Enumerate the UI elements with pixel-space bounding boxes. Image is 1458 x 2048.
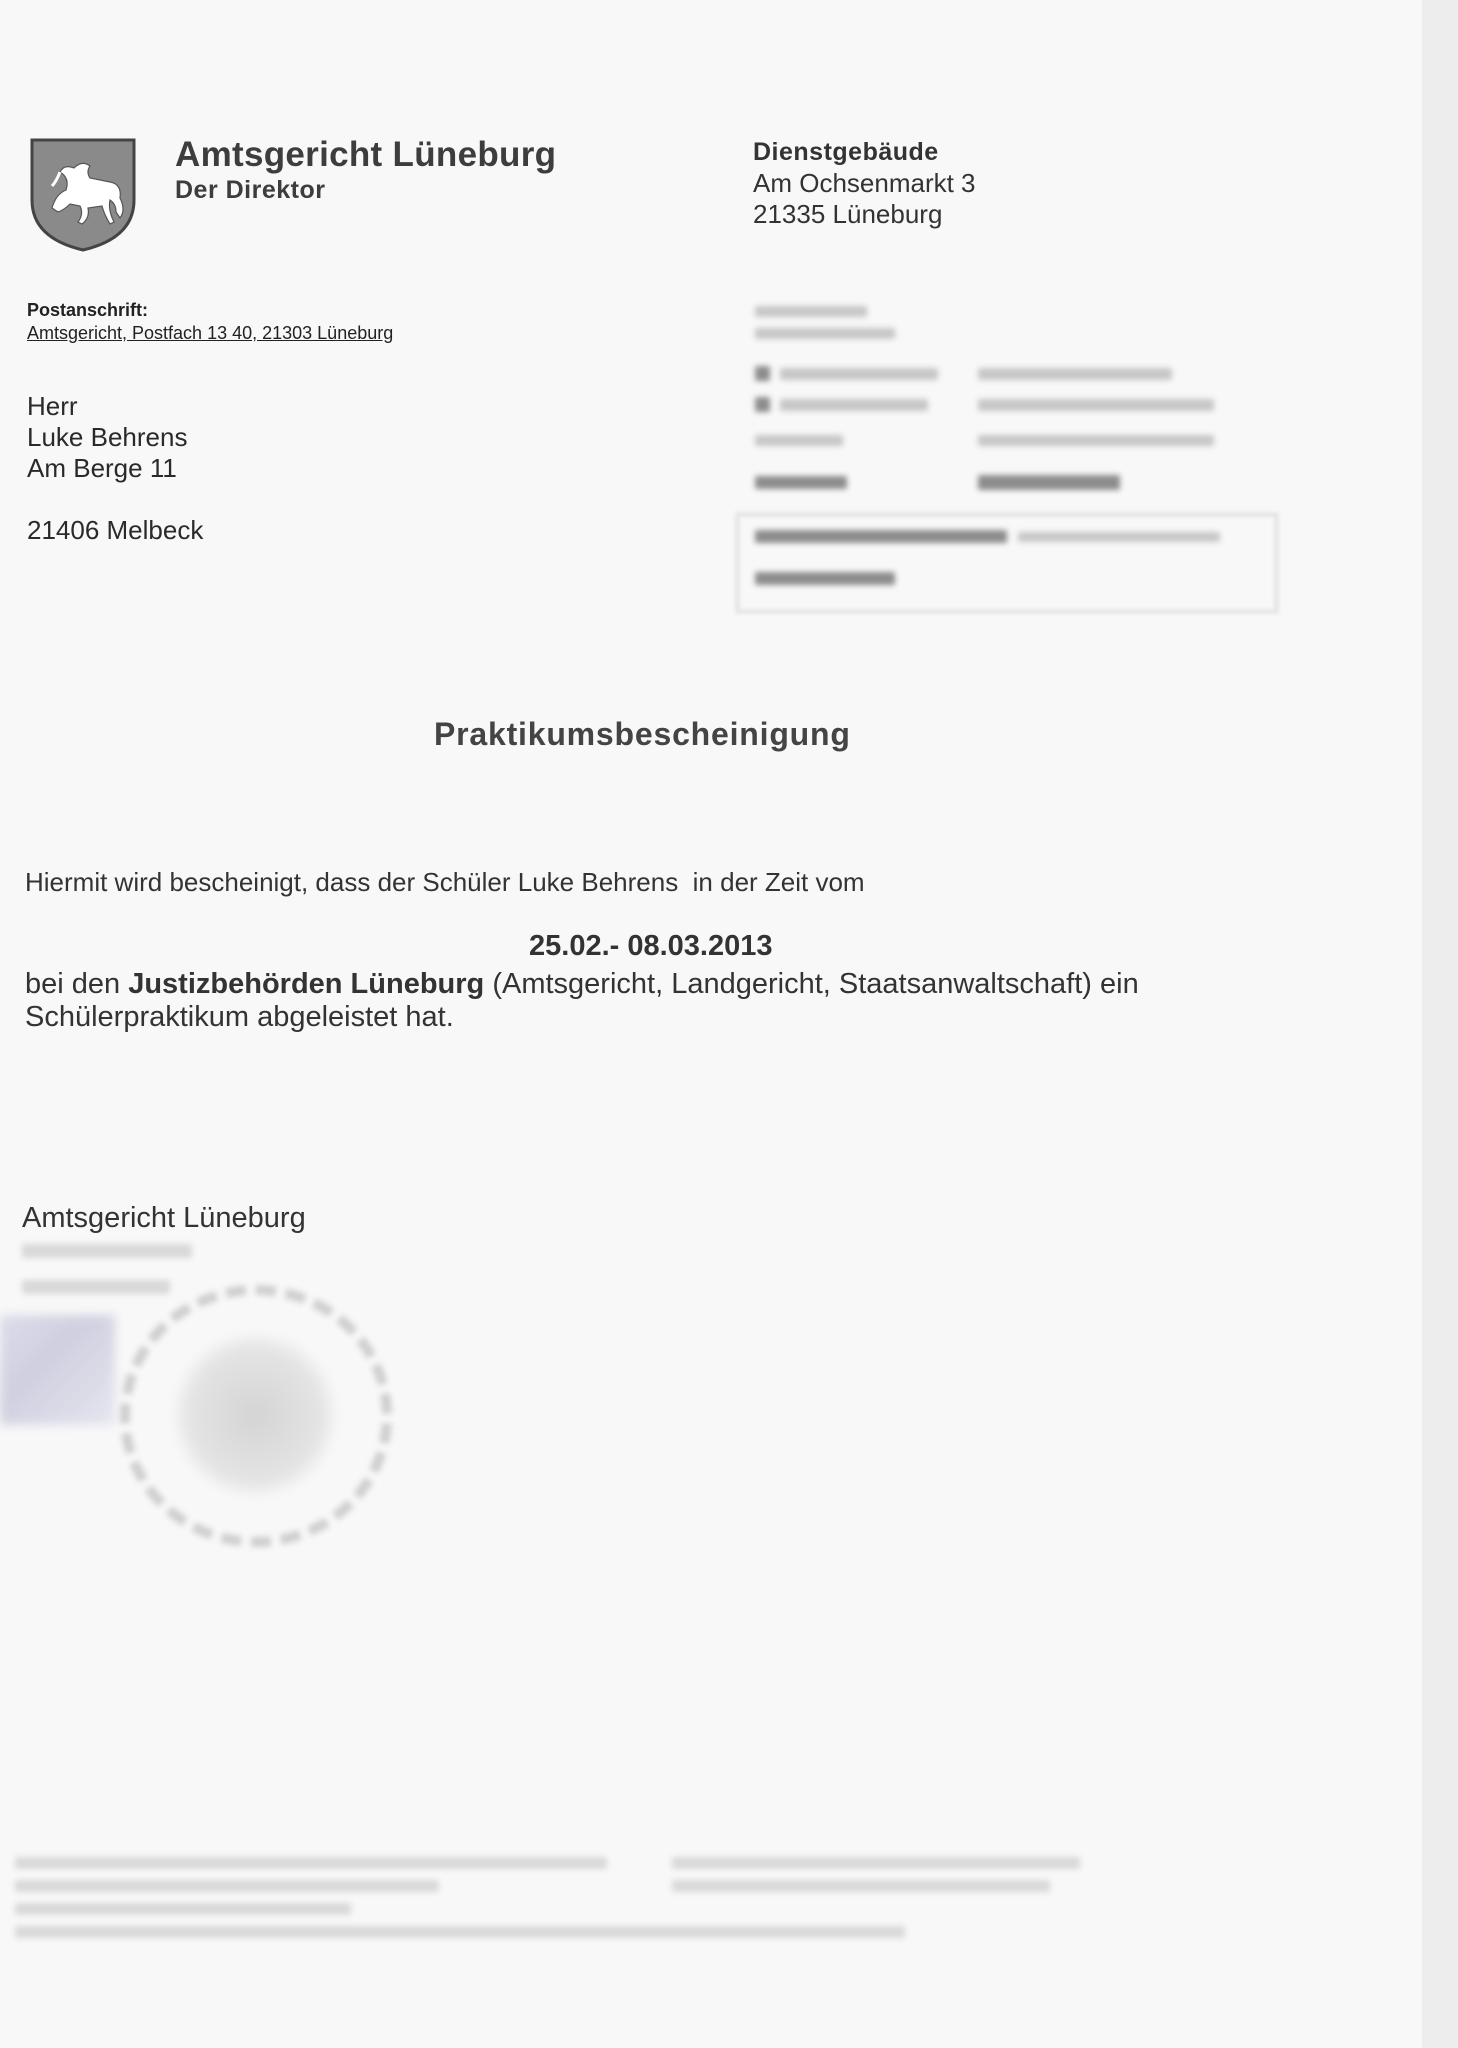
redacted-footer-line (15, 1926, 905, 1938)
redacted-footer-line (15, 1903, 351, 1915)
redacted-date-value (978, 475, 1120, 490)
redacted-footer-line (15, 1880, 439, 1892)
certificate-closing-line: Schülerpraktikum abgeleistet hat. (25, 1001, 454, 1033)
redacted-footer-line (672, 1880, 1050, 1892)
redacted-reference-line (1018, 532, 1220, 542)
institution-name: Justizbehörden Lüneburg (128, 968, 485, 1000)
redacted-reference-line (755, 530, 1007, 543)
postal-address: Amtsgericht, Postfach 13 40, 21303 Lüneburg (27, 323, 394, 343)
redacted-phone-icon (755, 366, 770, 381)
scan-edge (1422, 0, 1458, 2048)
redacted-contact-line (978, 368, 1172, 380)
redacted-contact-line (780, 368, 938, 380)
office-building-street: Am Ochsenmarkt 3 (753, 168, 976, 198)
redacted-contact-line (755, 328, 895, 339)
recipient-salutation: Herr (27, 391, 78, 421)
redacted-signatory-line (22, 1244, 192, 1258)
redacted-reference-line (755, 572, 895, 585)
court-name: Amtsgericht Lüneburg (175, 135, 557, 174)
redacted-footer-line (672, 1857, 1080, 1869)
redacted-contact-line (755, 306, 867, 317)
redacted-contact-line (978, 399, 1214, 411)
recipient-city: 21406 Melbeck (27, 515, 204, 545)
redacted-signature (0, 1315, 115, 1425)
internship-period: 25.02.- 08.03.2013 (529, 930, 773, 962)
redacted-contact-line (755, 435, 843, 446)
court-subtitle: Der Direktor (175, 176, 326, 204)
document-title: Praktikumsbescheinigung (434, 716, 851, 752)
redacted-signatory-line (22, 1280, 170, 1294)
redacted-reference-box (735, 512, 1279, 614)
postal-label: Postanschrift: (27, 300, 149, 320)
certificate-intro: Hiermit wird bescheinigt, dass der Schüler Luke Behrens in der Zeit vom (25, 867, 865, 897)
redacted-fax-icon (755, 397, 770, 412)
redacted-official-seal (120, 1285, 392, 1547)
redacted-date-label (755, 476, 847, 489)
redacted-contact-line (978, 435, 1214, 446)
certificate-institution-line: bei den Justizbehörden Lüneburg (Amtsgericht, Landgericht, Staatsanwaltschaft) ein (25, 968, 1139, 1000)
redacted-footer-line (15, 1857, 607, 1869)
recipient-name: Luke Behrens (27, 422, 188, 452)
redacted-contact-line (780, 399, 928, 411)
lower-saxony-horse-crest-icon (30, 138, 136, 252)
office-building-title: Dienstgebäude (753, 138, 939, 166)
signature-court-name: Amtsgericht Lüneburg (22, 1202, 306, 1234)
recipient-street: Am Berge 11 (27, 453, 177, 483)
office-building-city: 21335 Lüneburg (753, 199, 943, 229)
